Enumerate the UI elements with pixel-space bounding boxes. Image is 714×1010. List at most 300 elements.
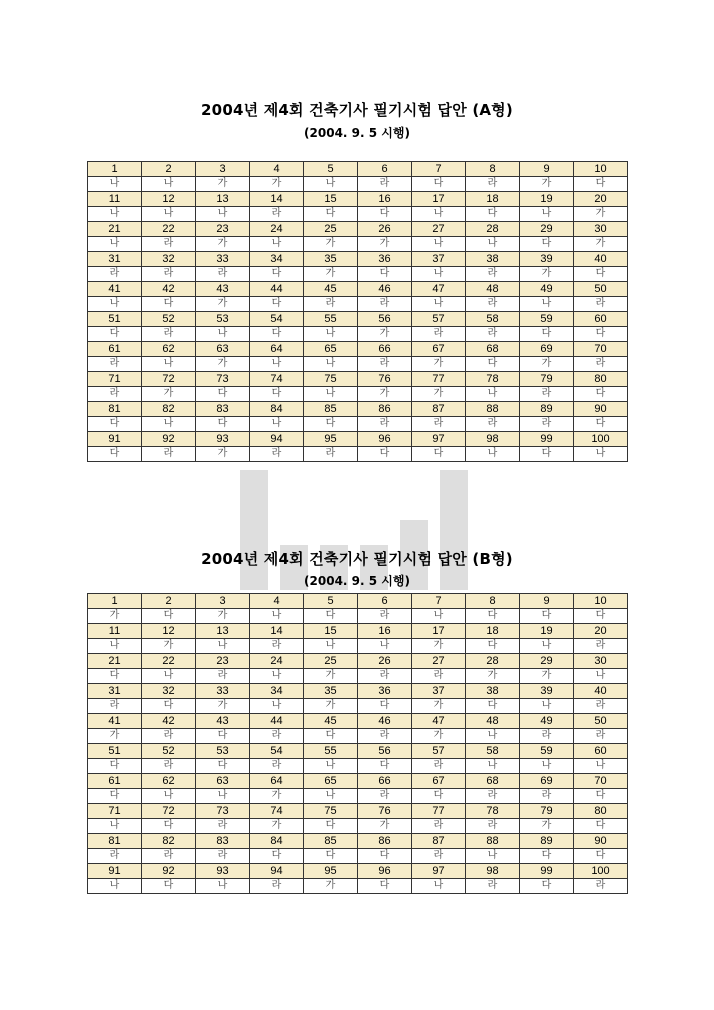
answer-cell: 라 <box>250 879 304 894</box>
question-number: 94 <box>250 864 304 879</box>
question-number-row <box>88 594 628 609</box>
answer-cell: 다 <box>520 609 574 624</box>
question-number: 16 <box>358 192 412 207</box>
answer-cell: 라 <box>250 447 304 462</box>
question-number: 28 <box>466 654 520 669</box>
answer-cell: 라 <box>466 789 520 804</box>
section-b-title: 2004년 제4회 건축기사 필기시험 답안 (B형) <box>201 550 513 568</box>
answer-cell: 나 <box>88 297 142 312</box>
question-number-row <box>88 372 628 387</box>
answer-cell: 다 <box>412 177 466 192</box>
answer-cell: 다 <box>574 819 628 834</box>
question-number: 87 <box>412 834 466 849</box>
question-number: 77 <box>412 372 466 387</box>
question-number: 57 <box>412 312 466 327</box>
question-number-row <box>88 312 628 327</box>
question-number: 91 <box>88 864 142 879</box>
question-number: 78 <box>466 372 520 387</box>
answer-cell: 가 <box>196 297 250 312</box>
question-number: 15 <box>304 624 358 639</box>
question-number: 81 <box>88 834 142 849</box>
answer-cell: 라 <box>142 327 196 342</box>
question-number: 19 <box>520 624 574 639</box>
answer-cell: 다 <box>250 327 304 342</box>
question-number: 83 <box>196 402 250 417</box>
answer-cell: 다 <box>304 729 358 744</box>
answer-cell: 다 <box>196 387 250 402</box>
answer-cell: 나 <box>520 759 574 774</box>
question-number: 92 <box>142 432 196 447</box>
question-number: 17 <box>412 624 466 639</box>
answer-row <box>88 387 628 402</box>
question-number: 8 <box>466 162 520 177</box>
question-number: 27 <box>412 222 466 237</box>
question-number: 57 <box>412 744 466 759</box>
question-number: 14 <box>250 624 304 639</box>
question-number-row <box>88 432 628 447</box>
question-number: 39 <box>520 684 574 699</box>
answer-cell: 나 <box>196 879 250 894</box>
answer-cell: 나 <box>574 759 628 774</box>
answer-table-b <box>87 593 628 894</box>
question-number: 37 <box>412 684 466 699</box>
question-number: 49 <box>520 282 574 297</box>
question-number: 100 <box>574 432 628 447</box>
answer-cell: 다 <box>520 237 574 252</box>
answer-cell: 가 <box>88 729 142 744</box>
answer-cell: 가 <box>250 819 304 834</box>
answer-cell: 다 <box>520 327 574 342</box>
answer-cell: 라 <box>358 669 412 684</box>
question-number: 56 <box>358 744 412 759</box>
answer-cell: 다 <box>574 849 628 864</box>
answer-row <box>88 177 628 192</box>
answer-cell: 라 <box>196 669 250 684</box>
answer-cell: 다 <box>574 327 628 342</box>
answer-cell: 가 <box>574 237 628 252</box>
question-number: 33 <box>196 684 250 699</box>
answer-cell: 나 <box>304 387 358 402</box>
question-number: 35 <box>304 252 358 267</box>
answer-cell: 가 <box>250 177 304 192</box>
answer-cell: 라 <box>574 699 628 714</box>
answer-row <box>88 207 628 222</box>
question-number: 16 <box>358 624 412 639</box>
question-number: 28 <box>466 222 520 237</box>
question-number: 46 <box>358 714 412 729</box>
answer-cell: 가 <box>412 387 466 402</box>
question-number: 90 <box>574 834 628 849</box>
answer-row <box>88 669 628 684</box>
answer-cell: 라 <box>358 609 412 624</box>
question-number: 8 <box>466 594 520 609</box>
question-number: 14 <box>250 192 304 207</box>
question-number: 61 <box>88 342 142 357</box>
question-number: 95 <box>304 432 358 447</box>
answer-cell: 다 <box>466 609 520 624</box>
answer-cell: 다 <box>574 609 628 624</box>
question-number: 12 <box>142 624 196 639</box>
answer-cell: 나 <box>412 267 466 282</box>
answer-cell: 라 <box>142 267 196 282</box>
answer-cell: 다 <box>358 759 412 774</box>
answer-row <box>88 819 628 834</box>
question-number: 48 <box>466 714 520 729</box>
answer-cell: 다 <box>304 849 358 864</box>
question-number: 96 <box>358 432 412 447</box>
question-number: 66 <box>358 342 412 357</box>
question-number: 100 <box>574 864 628 879</box>
question-number-row <box>88 342 628 357</box>
question-number: 89 <box>520 834 574 849</box>
question-number: 85 <box>304 834 358 849</box>
answer-cell: 나 <box>88 207 142 222</box>
question-number: 41 <box>88 282 142 297</box>
question-number: 62 <box>142 774 196 789</box>
answer-cell: 다 <box>520 447 574 462</box>
answer-cell: 나 <box>88 879 142 894</box>
answer-cell: 가 <box>304 699 358 714</box>
answer-cell: 나 <box>250 417 304 432</box>
answer-row <box>88 879 628 894</box>
answer-cell: 라 <box>574 357 628 372</box>
question-number: 82 <box>142 834 196 849</box>
section-a-subtitle: (2004. 9. 5 시행) <box>304 126 410 140</box>
question-number-row <box>88 222 628 237</box>
answer-cell: 다 <box>358 267 412 282</box>
question-number: 59 <box>520 312 574 327</box>
question-number: 4 <box>250 594 304 609</box>
answer-cell: 다 <box>88 447 142 462</box>
answer-cell: 나 <box>466 729 520 744</box>
answer-cell: 가 <box>196 177 250 192</box>
answer-cell: 라 <box>466 417 520 432</box>
question-number: 80 <box>574 804 628 819</box>
answer-cell: 라 <box>466 297 520 312</box>
question-number-row <box>88 714 628 729</box>
question-number: 65 <box>304 342 358 357</box>
answer-row <box>88 327 628 342</box>
answer-cell: 가 <box>358 387 412 402</box>
question-number: 20 <box>574 192 628 207</box>
answer-cell: 다 <box>466 357 520 372</box>
question-number: 10 <box>574 594 628 609</box>
answer-cell: 라 <box>520 417 574 432</box>
question-number: 9 <box>520 594 574 609</box>
question-number: 21 <box>88 654 142 669</box>
question-number: 21 <box>88 222 142 237</box>
answer-cell: 라 <box>466 819 520 834</box>
answer-cell: 다 <box>358 699 412 714</box>
question-number: 1 <box>88 162 142 177</box>
question-number: 36 <box>358 684 412 699</box>
question-number: 29 <box>520 654 574 669</box>
question-number: 70 <box>574 774 628 789</box>
question-number: 74 <box>250 804 304 819</box>
answer-row <box>88 267 628 282</box>
answer-row <box>88 759 628 774</box>
answer-cell: 나 <box>412 297 466 312</box>
answer-cell: 가 <box>520 669 574 684</box>
answer-row <box>88 447 628 462</box>
answer-cell: 라 <box>520 387 574 402</box>
question-number: 79 <box>520 804 574 819</box>
question-number-row <box>88 864 628 879</box>
question-number: 1 <box>88 594 142 609</box>
question-number: 71 <box>88 372 142 387</box>
question-number: 68 <box>466 774 520 789</box>
answer-cell: 라 <box>250 729 304 744</box>
answer-row <box>88 639 628 654</box>
question-number: 2 <box>142 594 196 609</box>
answer-cell: 다 <box>520 849 574 864</box>
answer-cell: 라 <box>250 207 304 222</box>
question-number: 30 <box>574 222 628 237</box>
question-number: 5 <box>304 594 358 609</box>
answer-cell: 다 <box>466 207 520 222</box>
question-number-row <box>88 282 628 297</box>
question-number-row <box>88 774 628 789</box>
question-number: 36 <box>358 252 412 267</box>
question-number: 85 <box>304 402 358 417</box>
answer-cell: 가 <box>196 609 250 624</box>
answer-cell: 가 <box>412 639 466 654</box>
answer-row <box>88 609 628 624</box>
answer-cell: 나 <box>412 237 466 252</box>
question-number: 25 <box>304 222 358 237</box>
answer-cell: 다 <box>574 177 628 192</box>
question-number: 51 <box>88 744 142 759</box>
answer-cell: 다 <box>358 879 412 894</box>
answer-cell: 나 <box>466 849 520 864</box>
question-number: 93 <box>196 432 250 447</box>
answer-cell: 다 <box>412 789 466 804</box>
answer-cell: 라 <box>142 759 196 774</box>
answer-cell: 가 <box>520 819 574 834</box>
section-a-title: 2004년 제4회 건축기사 필기시험 답안 (A형) <box>201 101 513 119</box>
answer-cell: 라 <box>358 729 412 744</box>
question-number: 50 <box>574 714 628 729</box>
answer-row <box>88 297 628 312</box>
question-number-row <box>88 834 628 849</box>
answer-cell: 나 <box>304 177 358 192</box>
answer-cell: 나 <box>88 177 142 192</box>
answer-cell: 라 <box>412 327 466 342</box>
question-number: 3 <box>196 162 250 177</box>
question-number: 76 <box>358 804 412 819</box>
answer-row <box>88 789 628 804</box>
question-number: 29 <box>520 222 574 237</box>
question-number: 77 <box>412 804 466 819</box>
answer-cell: 가 <box>358 237 412 252</box>
question-number: 99 <box>520 432 574 447</box>
question-number: 83 <box>196 834 250 849</box>
question-number: 82 <box>142 402 196 417</box>
answer-cell: 라 <box>88 699 142 714</box>
question-number: 35 <box>304 684 358 699</box>
answer-cell: 가 <box>520 177 574 192</box>
answer-cell: 라 <box>574 729 628 744</box>
answer-row <box>88 699 628 714</box>
question-number: 42 <box>142 714 196 729</box>
answer-cell: 다 <box>142 699 196 714</box>
question-number: 50 <box>574 282 628 297</box>
question-number: 45 <box>304 282 358 297</box>
question-number: 52 <box>142 744 196 759</box>
answer-row <box>88 357 628 372</box>
answer-cell: 라 <box>466 177 520 192</box>
question-number: 33 <box>196 252 250 267</box>
question-number: 60 <box>574 744 628 759</box>
answer-cell: 나 <box>412 879 466 894</box>
question-number: 6 <box>358 162 412 177</box>
question-number: 64 <box>250 774 304 789</box>
answer-cell: 라 <box>142 237 196 252</box>
question-number: 78 <box>466 804 520 819</box>
question-number: 53 <box>196 312 250 327</box>
question-number: 40 <box>574 252 628 267</box>
answer-cell: 라 <box>466 327 520 342</box>
answer-cell: 라 <box>574 639 628 654</box>
question-number: 45 <box>304 714 358 729</box>
question-number: 10 <box>574 162 628 177</box>
answer-cell: 라 <box>520 789 574 804</box>
question-number: 4 <box>250 162 304 177</box>
question-number: 15 <box>304 192 358 207</box>
answer-cell: 라 <box>304 297 358 312</box>
question-number: 13 <box>196 192 250 207</box>
question-number: 40 <box>574 684 628 699</box>
question-number: 60 <box>574 312 628 327</box>
question-number-row <box>88 654 628 669</box>
question-number: 17 <box>412 192 466 207</box>
answer-cell: 나 <box>520 297 574 312</box>
question-number: 2 <box>142 162 196 177</box>
question-number: 93 <box>196 864 250 879</box>
question-number: 22 <box>142 654 196 669</box>
answer-cell: 다 <box>142 609 196 624</box>
question-number: 27 <box>412 654 466 669</box>
answer-cell: 가 <box>196 237 250 252</box>
question-number: 34 <box>250 684 304 699</box>
question-number: 54 <box>250 744 304 759</box>
answer-cell: 다 <box>412 447 466 462</box>
answer-cell: 나 <box>304 327 358 342</box>
question-number: 71 <box>88 804 142 819</box>
question-number-row <box>88 804 628 819</box>
answer-cell: 다 <box>88 327 142 342</box>
answer-cell: 다 <box>196 417 250 432</box>
question-number: 39 <box>520 252 574 267</box>
question-number: 86 <box>358 402 412 417</box>
answer-cell: 라 <box>88 387 142 402</box>
answer-cell: 다 <box>574 417 628 432</box>
answer-cell: 다 <box>142 879 196 894</box>
answer-cell: 가 <box>142 387 196 402</box>
answer-cell: 라 <box>358 177 412 192</box>
answer-cell: 라 <box>574 297 628 312</box>
answer-cell: 라 <box>466 267 520 282</box>
question-number: 5 <box>304 162 358 177</box>
answer-cell: 다 <box>574 387 628 402</box>
answer-cell: 나 <box>196 639 250 654</box>
question-number: 80 <box>574 372 628 387</box>
answer-cell: 라 <box>412 417 466 432</box>
question-number: 48 <box>466 282 520 297</box>
question-number: 58 <box>466 744 520 759</box>
answer-cell: 다 <box>88 789 142 804</box>
answer-cell: 나 <box>412 207 466 222</box>
question-number: 43 <box>196 714 250 729</box>
answer-cell: 나 <box>466 759 520 774</box>
answer-cell: 나 <box>142 417 196 432</box>
answer-cell: 라 <box>250 759 304 774</box>
answer-cell: 나 <box>88 819 142 834</box>
section-b-subtitle: (2004. 9. 5 시행) <box>304 574 410 588</box>
question-number: 12 <box>142 192 196 207</box>
answer-cell: 나 <box>142 789 196 804</box>
question-number: 38 <box>466 252 520 267</box>
answer-cell: 라 <box>88 357 142 372</box>
answer-cell: 라 <box>520 729 574 744</box>
question-number: 91 <box>88 432 142 447</box>
answer-cell: 가 <box>196 357 250 372</box>
answer-cell: 가 <box>574 207 628 222</box>
answer-cell: 나 <box>358 639 412 654</box>
question-number: 72 <box>142 804 196 819</box>
question-number: 89 <box>520 402 574 417</box>
answer-cell: 가 <box>358 327 412 342</box>
answer-cell: 나 <box>142 357 196 372</box>
answer-cell: 라 <box>574 879 628 894</box>
question-number: 98 <box>466 864 520 879</box>
answer-cell: 다 <box>358 849 412 864</box>
answer-cell: 나 <box>466 237 520 252</box>
answer-cell: 다 <box>466 699 520 714</box>
question-number: 73 <box>196 372 250 387</box>
answer-cell: 나 <box>304 789 358 804</box>
question-number: 38 <box>466 684 520 699</box>
answer-cell: 다 <box>466 639 520 654</box>
answer-cell: 나 <box>574 447 628 462</box>
question-number: 42 <box>142 282 196 297</box>
answer-cell: 다 <box>196 759 250 774</box>
question-number: 55 <box>304 744 358 759</box>
question-number: 43 <box>196 282 250 297</box>
question-number: 46 <box>358 282 412 297</box>
question-number: 62 <box>142 342 196 357</box>
answer-cell: 라 <box>196 267 250 282</box>
question-number: 24 <box>250 222 304 237</box>
answer-cell: 라 <box>304 447 358 462</box>
answer-cell: 나 <box>412 609 466 624</box>
question-number: 61 <box>88 774 142 789</box>
question-number: 97 <box>412 864 466 879</box>
answer-cell: 가 <box>412 357 466 372</box>
question-number: 18 <box>466 624 520 639</box>
question-number: 88 <box>466 834 520 849</box>
answer-row <box>88 729 628 744</box>
answer-cell: 라 <box>142 849 196 864</box>
question-number-row <box>88 744 628 759</box>
question-number: 9 <box>520 162 574 177</box>
question-number: 25 <box>304 654 358 669</box>
answer-cell: 나 <box>304 357 358 372</box>
question-number: 95 <box>304 864 358 879</box>
answer-cell: 라 <box>412 819 466 834</box>
answer-cell: 가 <box>520 267 574 282</box>
question-number: 13 <box>196 624 250 639</box>
